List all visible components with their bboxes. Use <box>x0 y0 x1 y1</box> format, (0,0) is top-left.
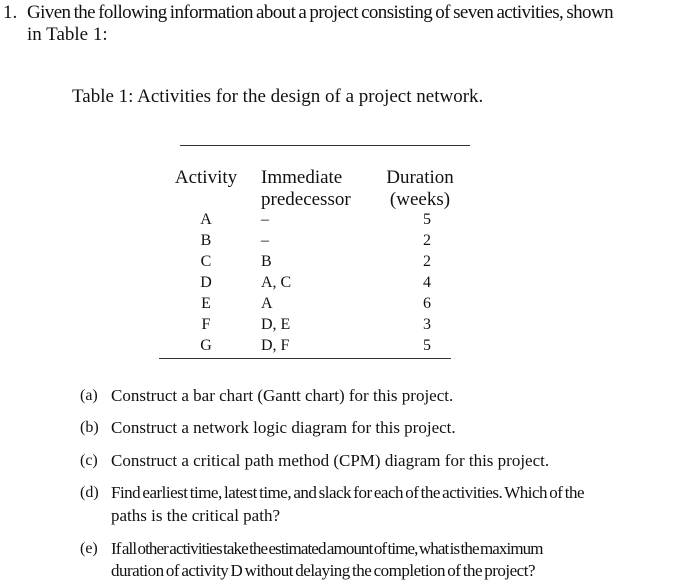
part-text-line2: paths is the critical path? <box>111 506 280 525</box>
cell-duration: 3 <box>423 316 431 333</box>
cell-duration: 5 <box>423 337 431 354</box>
cell-activity: D <box>200 274 212 291</box>
header-duration-line1: Duration <box>386 167 454 188</box>
part-label: (d) <box>80 484 99 501</box>
table-bottom-rule <box>159 358 451 359</box>
cell-duration: 2 <box>423 253 431 270</box>
cell-activity: G <box>200 337 212 354</box>
cell-activity: B <box>200 232 212 249</box>
part-text: Construct a critical path method (CPM) diagram for this project. <box>111 451 550 470</box>
cell-activity: F <box>201 316 211 333</box>
cell-predecessor: D, F <box>261 337 290 354</box>
cell-predecessor: – <box>261 211 269 228</box>
cell-activity: C <box>200 253 212 270</box>
cell-duration: 4 <box>423 274 431 291</box>
cell-duration: 2 <box>423 232 431 249</box>
header-duration-line2: (weeks) <box>389 189 451 210</box>
cell-predecessor: – <box>261 232 269 249</box>
header-predecessor-line2: predecessor <box>261 189 351 210</box>
cell-predecessor: A, C <box>261 274 292 291</box>
part-label: (e) <box>80 540 98 557</box>
part-label: (c) <box>80 452 98 469</box>
cell-activity: E <box>201 295 211 312</box>
header-predecessor-line1: Immediate <box>261 167 343 188</box>
part-label: (a) <box>80 387 98 404</box>
part-text: Construct a bar chart (Gantt chart) for this project. <box>111 386 454 405</box>
question-intro-line1: Given the following information about a project consisting of seven activities, shown <box>27 2 613 23</box>
question-intro-line2: in Table 1: <box>27 24 108 45</box>
part-text: Construct a network logic diagram for this project. <box>111 418 456 437</box>
cell-activity: A <box>200 211 212 228</box>
part-text-line1: If all other activities take the estimated amount of time, what is the maximum <box>111 539 543 558</box>
part-text-line2: duration of activity D without delaying the completion of the project? <box>111 561 535 580</box>
cell-predecessor: D, E <box>261 316 291 333</box>
cell-predecessor: A <box>261 295 273 312</box>
header-activity: Activity <box>174 167 238 188</box>
part-text-line1: Find earliest time, latest time, and slack for each of the activities. Which of the <box>111 483 584 502</box>
cell-duration: 6 <box>423 295 431 312</box>
table-top-rule <box>180 145 470 146</box>
cell-predecessor: B <box>261 253 272 270</box>
question-number: 1. <box>3 2 18 23</box>
part-label: (b) <box>80 419 99 436</box>
cell-duration: 5 <box>423 211 431 228</box>
table-caption: Table 1: Activities for the design of a project network. <box>72 86 484 107</box>
